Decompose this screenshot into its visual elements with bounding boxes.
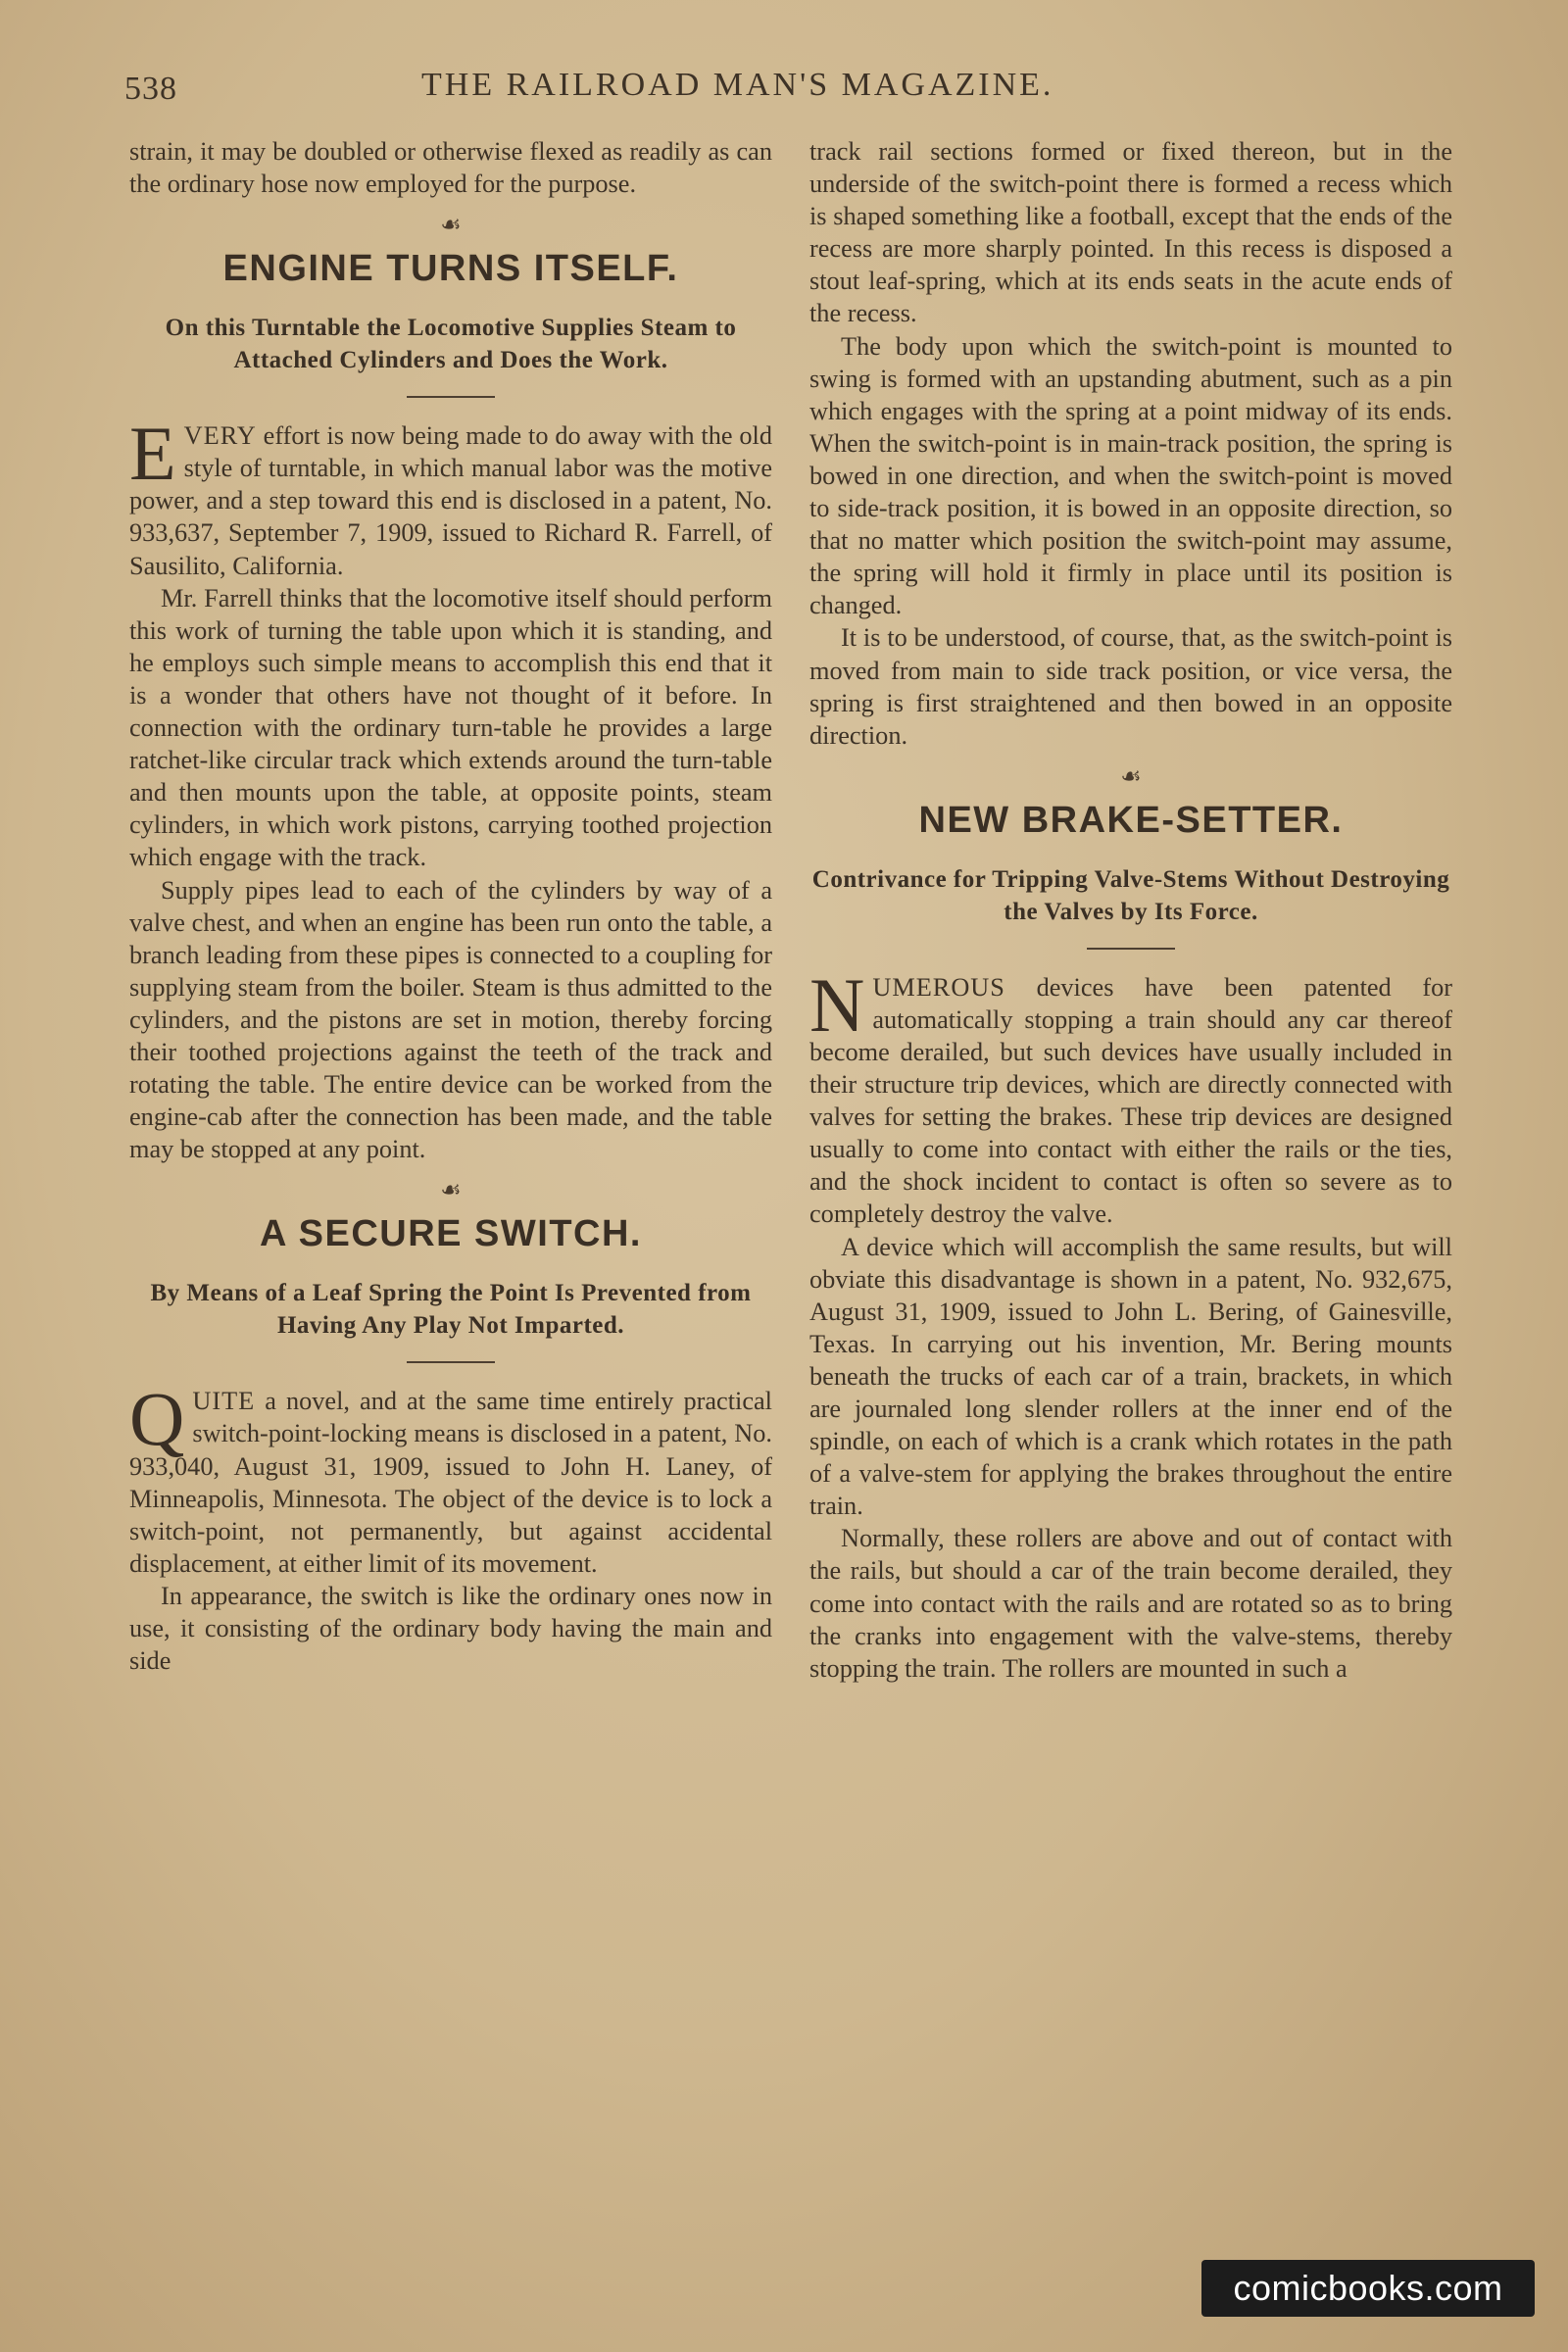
article-paragraph: Normally, these rollers are above and out of contact with the rails, but should a car of the train become derailed, they come into contact with the rails and are rotated so as to bring the cranks into engagement with the valve-stems, thereby stopping the train. The rollers are mounted in such a (809, 1524, 1452, 1683)
continuation-paragraph: The body upon which the switch-point is mounted to swing is formed with an upstanding abutment, such as a pin which engages with the spring at a point midway of its ends. When the switch-point is in main-track position, the spring is bowed in one direction, and when the switch-point is moved to side-track position, it is bowed in an opposite direction, so that no matter which position the switch-point may assume, the spring will hold it firmly in place until its position is changed. (809, 331, 1452, 620)
article-paragraph (809, 961, 1452, 1231)
lead-word: VERY (183, 421, 257, 451)
article-paragraph: In appearance, the switch is like the ordinary ones now in use, it consisting of the ordinary body having the main and side (129, 1581, 772, 1676)
continuation-paragraph: strain, it may be doubled or otherwise flexed as readily as can the ordinary hose now employed for the purpose. (129, 137, 772, 199)
paragraph-text: a novel, and at the same time entirely practical switch-point-locking means is disclosed in a patent, No. 933,040, August 31, 1909, issued to John H. Laney, of Minneapolis, Minnesota. The object of the device is to lock a switch-point, not permanently, but against accidental displacement, at either limit of its movement. (129, 1387, 772, 1578)
page-number: 538 (124, 71, 177, 107)
page-header (0, 61, 1568, 120)
article-headline-switch: A SECURE SWITCH. (260, 1213, 642, 1255)
lead-word: UITE (192, 1387, 256, 1416)
continuation-paragraph: track rail sections formed or fixed thereon, but in the underside of the switch-point there is formed a recess which is shaped something like a football, except that the ends of the recess are more sharply pointed. In this recess is disposed a stout leaf-spring, which at its ends seats in the acute ends of the recess. (809, 137, 1452, 328)
article-paragraph: A device which will accomplish the same results, but will obviate this disadvantage is shown in a patent, No. 932,675, August 31, 1909, issued to John L. Bering, of Gainesville, Texas. In carrying out his invention, Mr. Bering mounts beneath the trucks of each car of a train, brackets, in which are journaled long slender rollers at the inner end of the spindle, on each of which is a crank which rotates in the path of a valve-stem for applying the brakes throughout the entire train. (809, 1232, 1452, 1521)
watermark-text: comicbooks.com (1233, 2268, 1503, 2308)
divider-rule (407, 396, 495, 398)
left-column (129, 135, 772, 1677)
ornament-icon: ☙ (440, 213, 462, 239)
article-paragraph: Mr. Farrell thinks that the locomotive itself should perform this work of turning the table upon which it is standing, and he employs such simple means to accomplish this end that it is a wonder that others have not thought of it before. In connection with the ordinary turn-table he provides a large ratchet-like circular track which extends around the turn-table and then mounts upon the table, at opposite points, steam cylinders, in which work pistons, carrying toothed projection which engage with the track. (129, 583, 772, 872)
article-paragraph (129, 411, 772, 581)
ornament-icon: ☙ (440, 1178, 462, 1204)
article-headline-engine: ENGINE TURNS ITSELF. (222, 248, 679, 290)
divider-rule (1087, 948, 1175, 950)
article-subheadline-switch: By Means of a Leaf Spring the Point Is Prevented from Having Any Play Not Imparted. (150, 1280, 752, 1340)
article-headline-brake: NEW BRAKE-SETTER. (918, 799, 1344, 841)
divider-rule (407, 1361, 495, 1363)
ornament-icon: ☙ (1120, 763, 1142, 790)
paragraph-text: devices have been patented for automatically stopping a train should any car thereof become derailed, but such devices have usually included in their structure trip devices, which are directly connected with valves for setting the brakes. These trip devices are designed usually to come into contact with either the rails or the ties, and the shock incident to contact is often so severe as to completely destroy the valve. (809, 972, 1452, 1229)
paragraph-text: effort is now being made to do away with the old style of turntable, in which manual labor was the motive power, and a step toward this end is disclosed in a patent, No. 933,637, September 7, 1909, issued to Richard R. Farrell, of Sausilito, California. (129, 421, 772, 580)
drop-cap: Q (129, 1376, 185, 1462)
drop-cap: E (129, 411, 176, 497)
right-column (809, 135, 1452, 1685)
lead-word: UMEROUS (872, 972, 1005, 1002)
running-title: THE RAILROAD MAN'S MAGAZINE. (421, 67, 1054, 103)
article-subheadline-brake: Contrivance for Tripping Valve-Stems Without Destroying the Valves by Its Force. (811, 865, 1450, 925)
source-watermark (1201, 2260, 1535, 2317)
article-subheadline-engine: On this Turntable the Locomotive Supplies Steam to Attached Cylinders and Does the Work. (165, 315, 737, 374)
continuation-paragraph: It is to be understood, of course, that, as the switch-point is moved from main to side track position, or vice versa, the spring is first straightened and then bowed in an opposite direction. (809, 623, 1452, 750)
article-paragraph (129, 1376, 772, 1580)
article-paragraph: Supply pipes lead to each of the cylinders by way of a valve chest, and when an engine has been run onto the table, a branch leading from these pipes is connected to a coupling for supplying steam from the boiler. Steam is thus admitted to the cylinders, and the pistons are set in motion, thereby forcing their toothed projections against the teeth of the track and rotating the table. The entire device can be worked from the engine-cab after the connection has been made, and the table may be stopped at any point. (129, 875, 772, 1164)
drop-cap: N (809, 961, 865, 1048)
